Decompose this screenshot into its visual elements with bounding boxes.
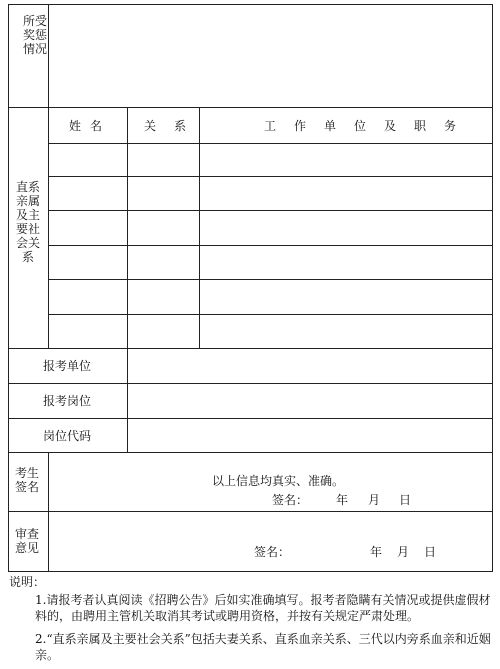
grid-line bbox=[8, 571, 493, 572]
notes-title: 说明： bbox=[9, 575, 46, 589]
cell-employer[interactable] bbox=[201, 281, 491, 313]
grid-line bbox=[48, 176, 493, 177]
applicant-month: 月 bbox=[368, 493, 381, 507]
cell-relation[interactable] bbox=[129, 316, 198, 347]
applicant-day: 日 bbox=[399, 493, 412, 507]
grid-line bbox=[8, 383, 493, 384]
cell-name[interactable] bbox=[50, 281, 126, 313]
cell-employer[interactable] bbox=[201, 212, 491, 244]
header-name: 姓名 bbox=[69, 119, 112, 133]
grid-line bbox=[492, 4, 493, 572]
code-field[interactable] bbox=[129, 420, 491, 451]
review-year: 年 bbox=[370, 545, 383, 559]
note-item: 2.“直系亲属及主要社会关系”包括夫妻关系、直系血亲关系、三代以内旁系血亲和近姻亲。 bbox=[35, 632, 491, 662]
cell-name[interactable] bbox=[50, 247, 126, 278]
cell-employer[interactable] bbox=[201, 247, 491, 278]
grid-line bbox=[8, 452, 493, 453]
cell-relation[interactable] bbox=[129, 212, 198, 244]
cell-name[interactable] bbox=[50, 178, 126, 209]
cell-name[interactable] bbox=[50, 145, 126, 175]
grid-line bbox=[48, 143, 493, 144]
grid-line bbox=[8, 418, 493, 419]
applicant-signature-label: 签名： bbox=[272, 493, 309, 507]
position-label: 报考岗位 bbox=[43, 394, 92, 408]
cell-employer[interactable] bbox=[201, 178, 491, 209]
punishment-field[interactable] bbox=[50, 6, 491, 106]
grid-line bbox=[48, 452, 49, 572]
grid-line bbox=[8, 348, 493, 349]
applicant-sign-label: 考生签名 bbox=[15, 466, 40, 494]
grid-line bbox=[199, 107, 200, 349]
grid-line bbox=[48, 314, 493, 315]
grid-line bbox=[8, 107, 493, 108]
grid-line bbox=[127, 107, 128, 453]
cell-relation[interactable] bbox=[129, 281, 198, 313]
unit-field[interactable] bbox=[129, 350, 491, 382]
grid-line bbox=[8, 4, 493, 5]
position-field[interactable] bbox=[129, 385, 491, 417]
code-label: 岗位代码 bbox=[43, 429, 92, 443]
header-relation: 关系 bbox=[144, 119, 205, 133]
cell-name[interactable] bbox=[50, 212, 126, 244]
grid-line bbox=[8, 511, 493, 512]
grid-line bbox=[8, 4, 9, 572]
cell-employer[interactable] bbox=[201, 316, 491, 347]
grid-line bbox=[48, 279, 493, 280]
punishment-label: 所受奖惩情况 bbox=[22, 14, 47, 56]
applicant-year: 年 bbox=[336, 493, 349, 507]
review-month: 月 bbox=[397, 545, 410, 559]
header-employer-title: 工作单位及职务 bbox=[264, 119, 475, 133]
unit-label: 报考单位 bbox=[43, 359, 92, 373]
cell-relation[interactable] bbox=[129, 247, 198, 278]
review-signature-label: 签名： bbox=[254, 545, 291, 559]
grid-line bbox=[48, 210, 493, 211]
note-item: 1.请报考者认真阅读《招聘公告》后如实准确填写。报考者隐瞒有关情况或提供虚假材料的，由聘用主管机关取消其考试或聘用资格，并按有关规定严肃处理。 bbox=[35, 593, 491, 623]
cell-relation[interactable] bbox=[129, 145, 198, 175]
cell-employer[interactable] bbox=[201, 145, 491, 175]
applicant-statement: 以上信息均真实、准确。 bbox=[212, 474, 345, 488]
family-label: 直系亲属及主要社会关系 bbox=[15, 180, 40, 264]
cell-relation[interactable] bbox=[129, 178, 198, 209]
review-label: 审查意见 bbox=[15, 527, 40, 555]
grid-line bbox=[48, 245, 493, 246]
review-day: 日 bbox=[424, 545, 437, 559]
cell-name[interactable] bbox=[50, 316, 126, 347]
